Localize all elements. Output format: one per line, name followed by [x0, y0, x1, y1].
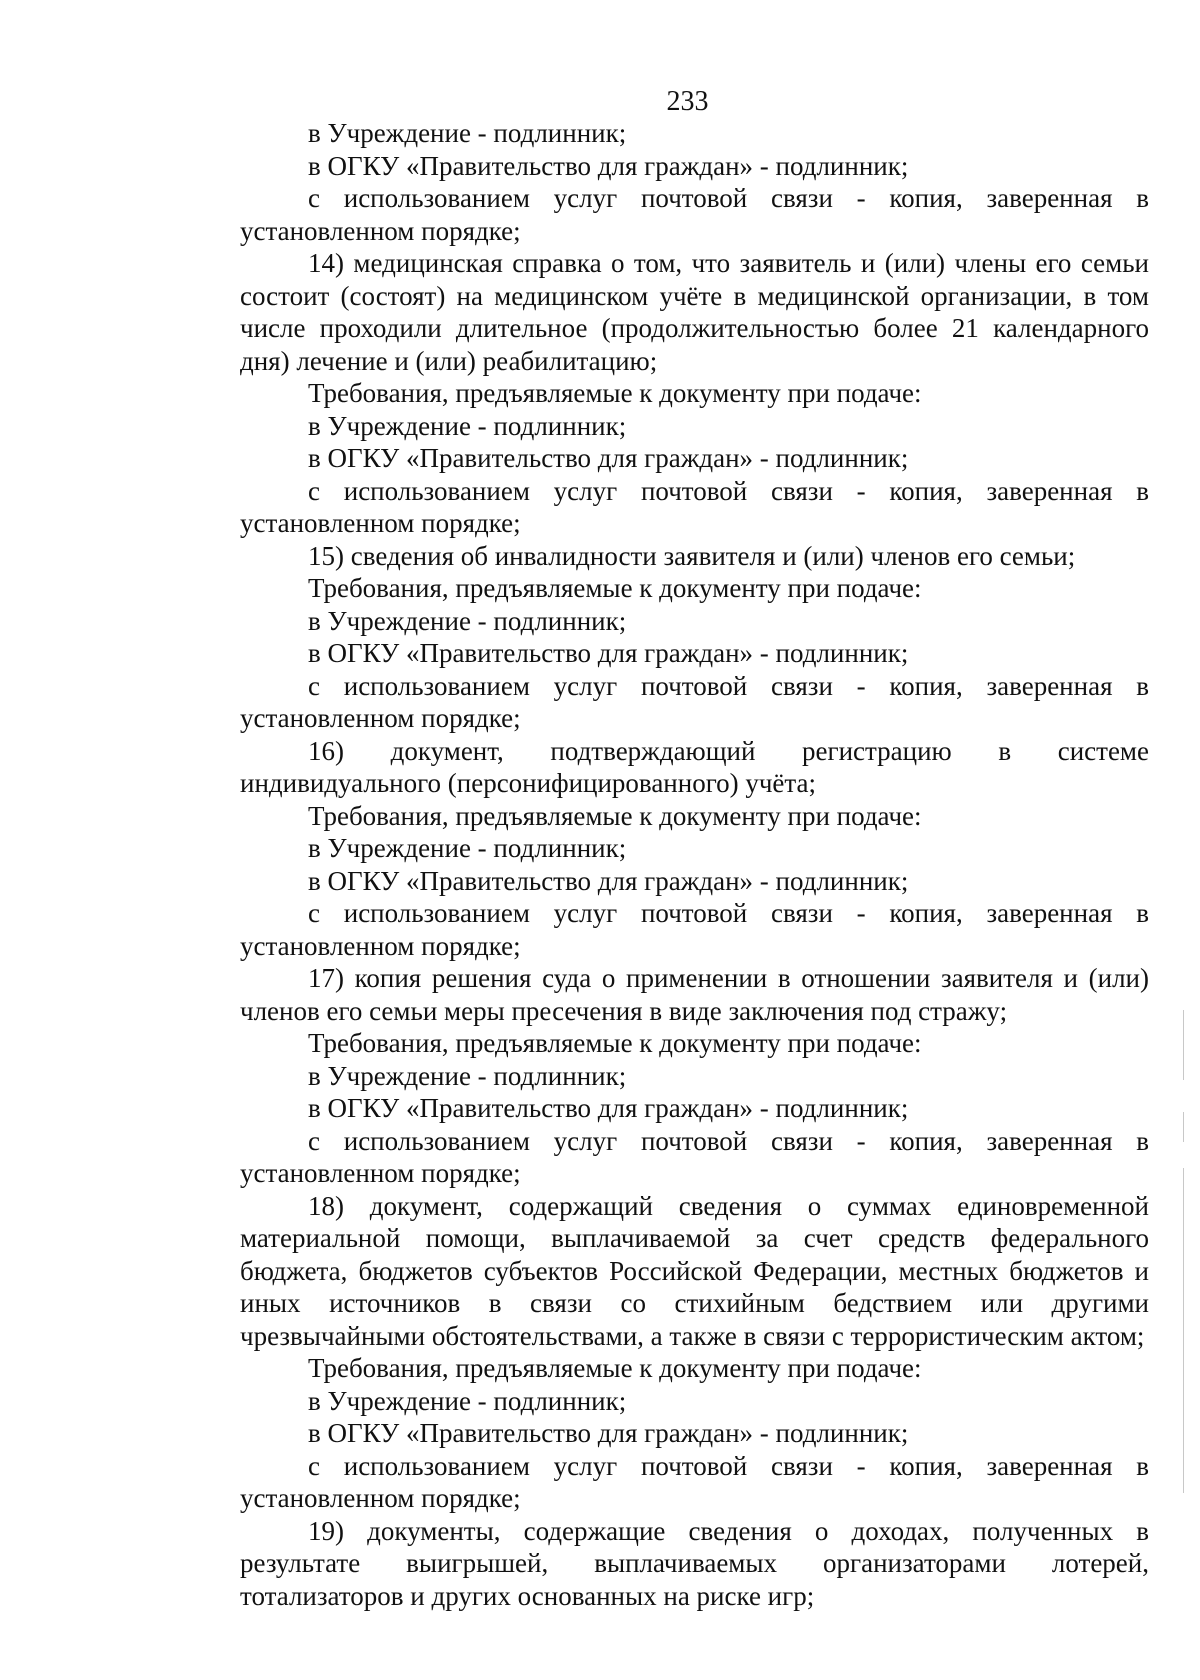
paragraph: Требования, предъявляемые к документу при подаче:: [308, 573, 922, 603]
scan-margin-mark: [1183, 1112, 1184, 1142]
paragraph: в ОГКУ «Правительство для граждан» - подлинник;: [308, 1418, 909, 1448]
paragraph: с использованием услуг почтовой связи - копия, заверенная в установленном порядке;: [240, 898, 1149, 961]
paragraph: в ОГКУ «Правительство для граждан» - подлинник;: [308, 865, 909, 896]
paragraph: 16) документ, подтверждающий регистрацию в системе индивидуального (персонифицированного) учёта;: [240, 735, 1149, 798]
paragraph: Требования, предъявляемые к документу при подаче:: [308, 1353, 922, 1383]
paragraph: 15) сведения об инвалидности заявителя и (или) членов его семьи;: [308, 540, 1076, 571]
paragraph: с использованием услуг почтовой связи - копия, заверенная в установленном порядке;: [240, 1450, 1149, 1513]
paragraph: 19) документы, содержащие сведения о доходах, полученных в результате выигрышей, выплачиваемых организаторами лотерей, тотализаторов и других основанных на риске игр;: [240, 1515, 1149, 1611]
page-number: 233: [666, 86, 709, 117]
paragraph: в Учреждение - подлинник;: [308, 605, 627, 636]
paragraph: в Учреждение - подлинник;: [308, 118, 627, 148]
paragraph: с использованием услуг почтовой связи - копия, заверенная в установленном порядке;: [240, 183, 1149, 246]
paragraph: 18) документ, содержащий сведения о суммах единовременной материальной помощи, выплачиваемой за счет средств федерального бюджета, бюджетов субъектов Российской Федерации, местных бюджетов и иных источников в связи со стихийным бедствием или другими чрезвычайными обстоятельствами, а также в связи с террористическим актом;: [240, 1190, 1149, 1351]
paragraph: в Учреждение - подлинник;: [308, 410, 627, 441]
scan-margin-mark: [1183, 1010, 1184, 1080]
paragraph: в ОГКУ «Правительство для граждан» - подлинник;: [308, 150, 909, 181]
paragraph: Требования, предъявляемые к документу при подаче:: [308, 378, 922, 408]
paragraph: в ОГКУ «Правительство для граждан» - подлинник;: [308, 443, 909, 473]
paragraph: Требования, предъявляемые к документу при подаче:: [308, 1028, 922, 1058]
paragraph: в Учреждение - подлинник;: [308, 833, 627, 863]
paragraph: 17) копия решения суда о применении в отношении заявителя и (или) членов его семьи меры пресечения в виде заключения под стражу;: [240, 963, 1149, 1026]
paragraph: в Учреждение - подлинник;: [308, 1385, 627, 1416]
paragraph: в ОГКУ «Правительство для граждан» - подлинник;: [308, 638, 909, 668]
paragraph: 14) медицинская справка о том, что заявитель и (или) члены его семьи состоит (состоят) на медицинском учёте в медицинской организации, в том числе проходили длительное (продолжительностью более 21 календарного дня) лечение и (или) реабилитацию;: [240, 248, 1149, 376]
paragraph: в ОГКУ «Правительство для граждан» - подлинник;: [308, 1093, 909, 1123]
scan-margin-mark: [1183, 1168, 1184, 1493]
paragraph: с использованием услуг почтовой связи - копия, заверенная в установленном порядке;: [240, 670, 1149, 733]
paragraph: с использованием услуг почтовой связи - копия, заверенная в установленном порядке;: [240, 1125, 1149, 1188]
paragraph: Требования, предъявляемые к документу при подаче:: [308, 800, 922, 831]
paragraph: с использованием услуг почтовой связи - копия, заверенная в установленном порядке;: [240, 475, 1149, 538]
document-body: [240, 117, 1149, 1612]
paragraph: в Учреждение - подлинник;: [308, 1060, 627, 1091]
